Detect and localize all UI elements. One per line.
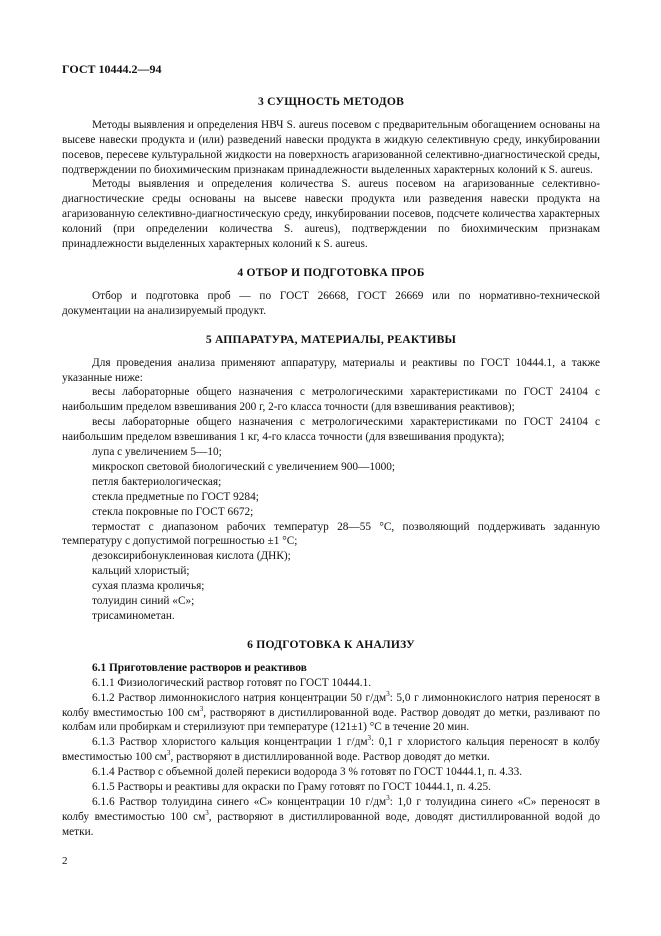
section-5-intro: Для проведения анализа применяют аппаратуру, материалы и реактивы по ГОСТ 10444.1, а также указанные ниже: [62,356,600,384]
section-3-paragraph-1: Методы выявления и определения НВЧ S. aureus посевом с предварительным обогащением основаны на высеве навески продукта и (или) разведений навески продукта в жидкую селективную среду, инкубировании посевов, пересеве культуральной жидкости на поверхность агаризованной селективно-диагностической среды, подтверждении по биохимическим признакам принадлежности выделенных характерных колоний к S. aureus. [62,118,600,176]
equipment-item: термостат с диапазоном рабочих температур 28—55 °С, позволяющий поддерживать заданную температуру с допустимой погрешностью ±1 °С; [62,520,600,548]
equipment-item: весы лабораторные общего назначения с метрологическими характеристиками по ГОСТ 24104 с наибольшим пределом взвешивания 1 кг, 4-го класса точности (для взвешивания продукта); [62,416,600,444]
page-number: 2 [62,855,68,867]
equipment-item: кальций хлористый; [92,565,190,578]
document-page [62,62,600,840]
equipment-item: стекла покровные по ГОСТ 6672; [92,505,254,518]
subsection-6-1-title: 6.1 Приготовление растворов и реактивов [92,661,307,674]
section-5-title: 5 АППАРАТУРА, МАТЕРИАЛЫ, РЕАКТИВЫ [205,332,457,346]
equipment-item: дезоксирибонуклеиновая кислота (ДНК); [92,550,291,563]
document-code: ГОСТ 10444.2—94 [62,62,162,76]
equipment-item: весы лабораторные общего назначения с метрологическими характеристиками по ГОСТ 24104 с наибольшим пределом взвешивания 200 г, 2-го класса точности (для взвешивания реактивов); [62,386,600,414]
section-6-title: 6 ПОДГОТОВКА К АНАЛИЗУ [247,637,415,651]
section-4-title: 4 ОТБОР И ПОДГОТОВКА ПРОБ [237,265,425,279]
paragraph-6-1-5: 6.1.5 Растворы и реактивы для окраски по Граму готовят по ГОСТ 10444.1, п. 4.25. [92,781,491,794]
equipment-item: толуидин синий «С»; [92,595,195,608]
equipment-item: трисаминометан. [92,610,175,622]
paragraph-6-1-6: 6.1.6 Раствор толуидина синего «С» концентрации 10 $г/дм^3$: 1,0 г толуидина синего «С» переносят в колбу вместимостью 100 $см^3$, растворяют в дистиллированной воде, доводят дистиллированной водой до метки. [62,794,600,838]
section-3-title: 3 СУЩНОСТЬ МЕТОДОВ [257,94,405,108]
paragraph-6-1-3: 6.1.3 Раствор хлористого кальция концентрации 1 $г/дм^3$: 0,1 г хлористого кальция переносят в колбу вместимостью 100 $см^3$, растворяют в дистиллированной воде. Раствор доводят до метки. [62,734,600,764]
paragraph-6-1-1: 6.1.1 Физиологический раствор готовят по ГОСТ 10444.1. [92,676,372,689]
equipment-item: сухая плазма кроличья; [92,580,205,593]
paragraph-6-1-2: 6.1.2 Раствор лимоннокислого натрия концентрации 50 $г/дм^3$: 5,0 г лимоннокислого натрия переносят в колбу вместимостью 100 $см^3$, растворяют в дистиллированной воде. Раствор доводят до метки, разливают по колбам или пробиркам и стерилизуют при температуре (121±1) °С в течение 20 мин. [62,689,600,734]
section-3-paragraph-2: Методы выявления и определения количества S. aureus посевом на агаризованные селективно-диагностические среды основаны на высеве навески продукта или разведения навески продукта на агаризованную селективно-диагностическую среду, инкубировании посевов, подсчете количества характерных колоний (при определении количества S. aureus), подтверждении по биохимическим признакам принадлежности выделенных характерных колоний к S. aureus. [62,178,600,251]
paragraph-6-1-4: 6.1.4 Раствор с объемной долей перекиси водорода 3 % готовят по ГОСТ 10444.1, п. 4.33. [92,766,523,779]
section-4-paragraph-1: Отбор и подготовка проб — по ГОСТ 26668, ГОСТ 26669 или по нормативно-технической документации на анализируемый продукт. [62,289,600,317]
equipment-item: микроскоп световой биологический с увеличением 900—1000; [92,460,396,473]
equipment-item: лупа с увеличением 5—10; [92,446,222,459]
equipment-item: петля бактериологическая; [92,475,222,488]
equipment-item: стекла предметные по ГОСТ 9284; [92,490,259,503]
